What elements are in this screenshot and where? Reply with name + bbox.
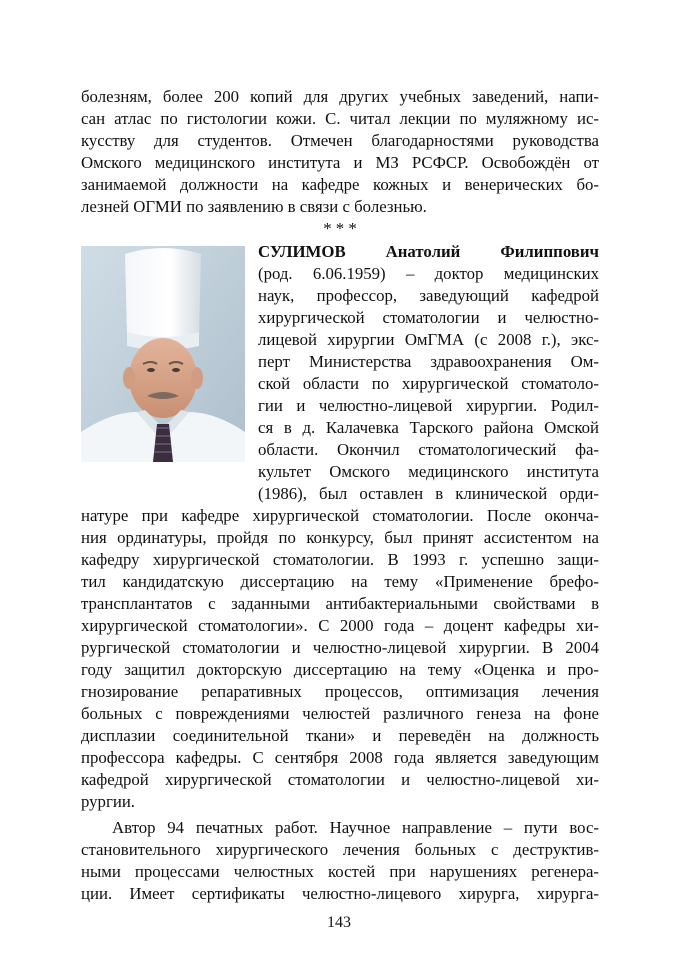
text-line: рургии. bbox=[81, 792, 135, 811]
text-line: больных с повреждениями челюстей различного генеза на фоне bbox=[81, 704, 599, 723]
text-line: тил кандидатскую диссертацию на тему «Применение брефо- bbox=[81, 572, 599, 591]
text-line: ния ординатуры, пройдя по конкурсу, был принят ассистентом на bbox=[81, 528, 599, 547]
text-line: культет Омского медицинского института bbox=[258, 462, 599, 481]
text-line: занимаемой должности на кафедре кожных и венерических бо- bbox=[81, 175, 599, 194]
text-line: натуре при кафедре хирургической стоматологии. После оконча- bbox=[81, 506, 599, 525]
text-line: (1986), был оставлен в клинической орди- bbox=[258, 484, 599, 503]
portrait-photo bbox=[81, 246, 245, 462]
person-name-heading: СУЛИМОВ Анатолий Филиппович bbox=[258, 242, 599, 261]
text-line: профессора кафедры. С сентября 2008 года является заведующим bbox=[81, 748, 599, 767]
text-line: сан атлас по гистологии кожи. С. читал лекции по муляжному ис- bbox=[81, 109, 599, 128]
text-line: ской области по хирургической стоматоло- bbox=[258, 374, 599, 393]
text-line: лицевой хирургии ОмГМА (с 2008 г.), экс- bbox=[258, 330, 599, 349]
text-line: становительного хирургического лечения больных с деструктив- bbox=[81, 840, 599, 859]
text-line: гии и челюстно-лицевой хирургии. Родил- bbox=[258, 396, 599, 415]
text-line: году защитил докторскую диссертацию на тему «Оценка и про- bbox=[81, 660, 599, 679]
text-line: (род. 6.06.1959) – доктор медицинских bbox=[258, 264, 599, 283]
text-line: области. Окончил стоматологический фа- bbox=[258, 440, 599, 459]
text-line: ции. Имеет сертификаты челюстно-лицевого хирурга, хирурга- bbox=[81, 884, 599, 903]
text-line: ными процессами челюстных костей при нарушениях регенера- bbox=[81, 862, 599, 881]
text-line: Омского медицинского института и МЗ РСФСР. Освобождён от bbox=[81, 153, 599, 172]
text-line: наук, профессор, заведующий кафедрой bbox=[258, 286, 599, 305]
text-line: гнозирование репаративных процессов, оптимизация лечения bbox=[81, 682, 599, 701]
section-separator: * * * bbox=[323, 219, 357, 238]
text-line: Автор 94 печатных работ. Научное направление – пути вос- bbox=[112, 818, 599, 837]
text-line: кафедру хирургической стоматологии. В 1993 г. успешно защи- bbox=[81, 550, 599, 569]
text-line: кусству для студентов. Отмечен благодарностями руководства bbox=[81, 131, 599, 150]
text-line: дисплазии соединительной ткани» и переведён на должность bbox=[81, 726, 599, 745]
page-number: 143 bbox=[327, 914, 351, 931]
text-line: перт Министерства здравоохранения Ом- bbox=[258, 352, 599, 371]
text-line: лезней ОГМИ по заявлению в связи с болезнью. bbox=[81, 197, 427, 216]
text-line: трансплантатов с заданными антибактериальными свойствами в bbox=[81, 594, 599, 613]
text-line: рургической стоматологии и челюстно-лицевой хирургии. В 2004 bbox=[81, 638, 599, 657]
text-line: кафедрой хирургической стоматологии и челюстно-лицевой хи- bbox=[81, 770, 599, 789]
text-line: болезням, более 200 копий для других учебных заведений, напи- bbox=[81, 87, 599, 106]
text-line: хирургической стоматологии». С 2000 года – доцент кафедры хи- bbox=[81, 616, 599, 635]
text-line: хирургической стоматологии и челюстно- bbox=[258, 308, 599, 327]
text-line: ся в д. Калачевка Тарского района Омской bbox=[258, 418, 599, 437]
